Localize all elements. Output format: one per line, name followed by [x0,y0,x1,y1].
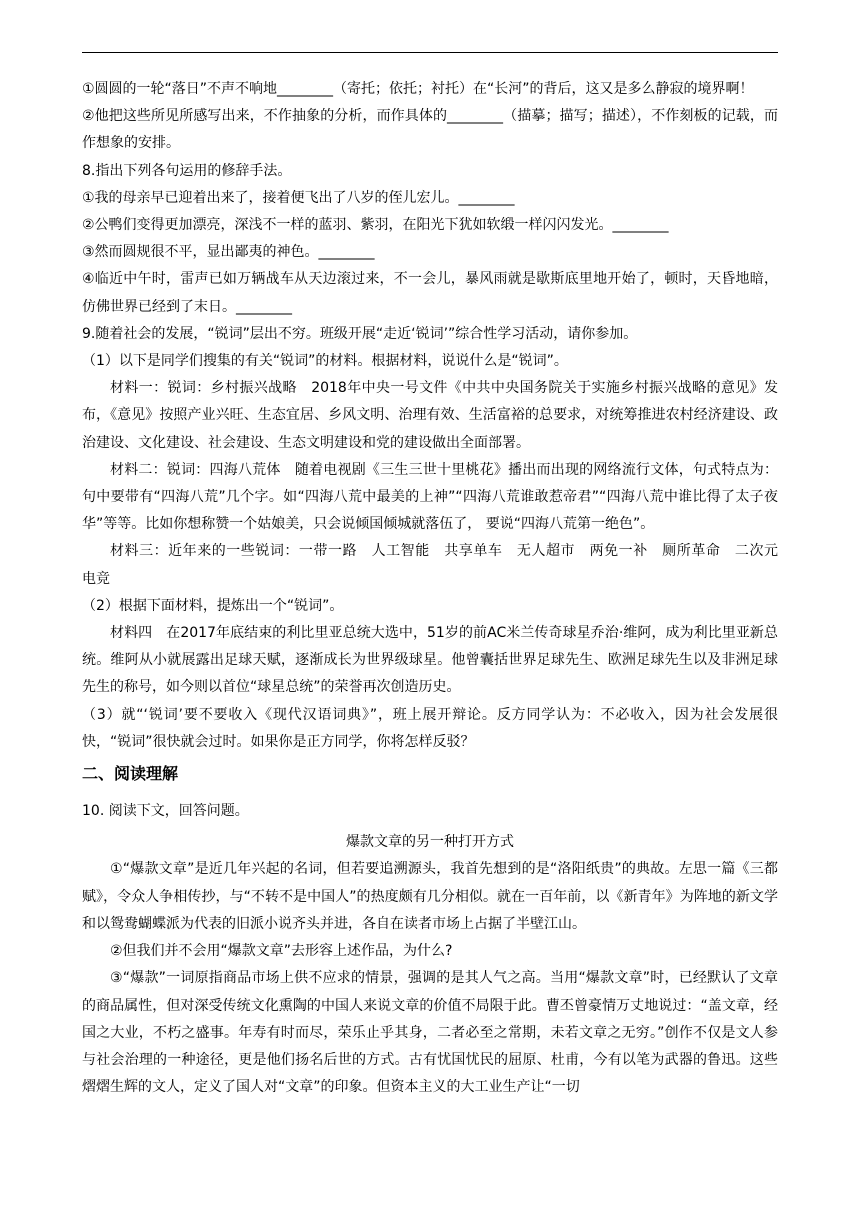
q10-stem: 10. 阅读下文，回答问题。 [82,803,249,820]
q9-material-1: 材料一：锐词：乡村振兴战略 2018年中央一号文件《中共中央国务院关于实施乡村振兴战略的意见》发布，《意见》按照产业兴旺、生态宜居、乡风文明、治理有效、生活富裕的总要求，对统筹推进农村经济建设、政治建设、文化建设、社会建设、生态文明建设和党的建设做出全面部署。 [82,380,778,451]
q8-item-2: ②公鸭们变得更加漂亮，深浅不一样的蓝羽、紫羽，在阳光下犹如软缎一样闪闪发光。________ [82,217,669,234]
article-paragraph-3: ③“爆款”一词原指商品市场上供不应求的情景，强调的是其人气之高。当用“爆款文章”时，已经默认了文章的商品属性，但对深受传统文化熏陶的中国人来说文章的价值不局限于此。曹丕曾豪情万丈地说过：“盖文章，经国之大业，不朽之盛事。年寿有时而尽，荣乐止乎其身，二者必至之常期，未若文章之无穷。”创作不仅是文人参与社会治理的一种途径，更是他们扬名后世的方式。古有忧国忧民的屈原、杜甫，今有以笔为武器的鲁迅。这些熠熠生辉的文人，定义了国人对“文章”的印象。但资本主义的大工业生产让“一切 [82,970,778,1096]
q7-item-1: ①圆圆的一轮“落日”不声不响地________（寄托；依托；衬托）在“长河”的背后，这又是多么静寂的境界啊！ [82,81,754,97]
q9-part-2: （2）根据下面材料，提炼出一个“锐词”。 [82,597,344,614]
section-heading: 二、阅读理解 [82,764,179,784]
document-page [82,76,792,1101]
q9-part-3: （3）就“‘锐词’要不要收入《现代汉语词典》”，班上展开辩论。反方同学认为：不必收入，因为社会发展很快，“锐词”很快就会过时。如果你是正方同学，你将怎样反驳？ [82,706,778,750]
article-paragraph-1: ①“爆款文章”是近几年兴起的名词，但若要追溯源头，我首先想到的是“洛阳纸贵”的典故。左思一篇《三都赋》，令众人争相传抄，与“不转不是中国人”的热度颇有几分相似。就在一百年前，以《新青年》为阵地的新文学和以鸳鸯蝴蝶派为代表的旧派小说齐头并进，各自在读者市场上占据了半壁江山。 [82,861,778,932]
article-paragraph-2: ②但我们并不会用“爆款文章”去形容上述作品，为什么? [110,943,453,960]
q9-part-1: （1）以下是同学们搜集的有关“锐词”的材料。根据材料，说说什么是“锐词”。 [82,353,568,370]
q8-item-3: ③然而圆规很不平，显出鄙夷的神色。________ [82,244,375,261]
q8-item-1: ①我的母亲早已迎着出来了，接着便飞出了八岁的侄儿宏儿。________ [82,189,515,206]
q9-stem: 9.随着社会的发展，“锐词”层出不穷。班级开展“走近‘锐词’”综合性学习活动，请你参加。 [82,325,638,342]
q9-material-2: 材料二：锐词：四海八荒体 随着电视剧《三生三世十里桃花》播出而出现的网络流行文体，句式特点为：句中要带有“四海八荒”几个字。如“四海八荒中最美的上神”“四海八荒谁敢惹帝君”“四海八荒中谁比得了太子夜华”等等。比如你想称赞一个姑娘美，只会说倾国倾城就落伍了， 要说“四海八荒第一绝色”。 [82,461,778,533]
header-rule [82,52,778,53]
q9-material-3: 材料三：近年来的一些锐词：一带一路 人工智能 共享单车 无人超市 两免一补 厕所革命 二次元 电竞 [82,543,792,587]
q8-item-4: ④临近中午时，雷声已如万辆战车从天边滚过来，不一会儿，暴风雨就是歇斯底里地开始了，顿时，天昏地暗，仿佛世界已经到了末日。________ [82,271,778,315]
q9-material-4: 材料四 在2017年底结束的利比里亚总统大选中，51岁的前AC米兰传奇球星乔治·维阿，成为利比里亚新总统。维阿从小就展露出足球天赋，逐渐成长为世界级球星。他曾囊括世界足球先生、欧洲足球先生以及非洲足球先生的称号，如今则以首位“球星总统”的荣誉再次创造历史。 [82,625,778,696]
article-title: 爆款文章的另一种打开方式 [346,834,514,851]
q7-item-2: ②他把这些所见所感写出来，不作抽象的分析，而作具体的________（描摹；描写；描述），不作刻板的记载，而作想象的安排。 [82,108,778,152]
q8-stem: 8.指出下列各句运用的修辞手法。 [82,162,292,179]
